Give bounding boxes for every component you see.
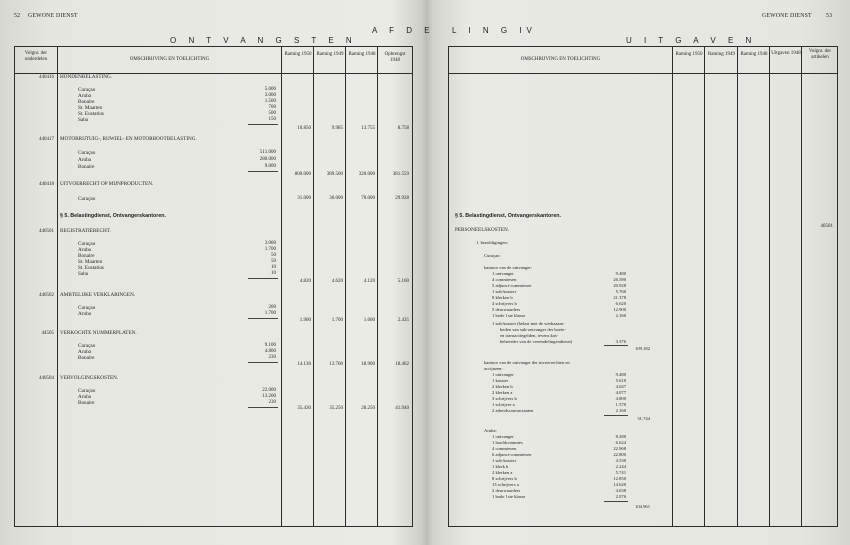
staff-value: 6.624 (615, 440, 626, 445)
total-1948: 13.755 (361, 126, 375, 131)
total-1948: 320.000 (358, 172, 375, 177)
item-name: Curaçao (78, 150, 96, 156)
item-value: 700 (268, 105, 276, 110)
item-value: 3.000 (264, 241, 276, 246)
staff-item: 4 schrijvers b (492, 301, 517, 306)
total-1949: 35.250 (329, 406, 343, 411)
aruba-label: Aruba: (484, 428, 497, 433)
left-paragraph-heading: § 5. Belastingdienst, Ontvangerskantoren. (60, 213, 166, 219)
staff-value: 12.900 (613, 307, 626, 312)
item-name: Bonaire (78, 355, 95, 361)
staff-item: 5 adjunct-commiesen (492, 283, 532, 288)
staff-item: 5 deurwaarders (492, 307, 521, 312)
col-volgnr-artikelen: Volgnr. der artikelen (808, 49, 832, 60)
kantoor-ontvanger-label: kantoor van de ontvanger: (484, 265, 533, 270)
total-1948: 70.000 (361, 196, 375, 201)
staff-item: 13 schrijvers a (492, 482, 519, 487)
item-name: Saba (78, 117, 89, 123)
staff-value: 4.047 (615, 384, 626, 389)
item-name: Bonaire (78, 400, 95, 406)
item-name: Curaçao (78, 388, 96, 394)
total-opbrengst: 5.160 (397, 279, 409, 284)
total-1950: 14.130 (297, 362, 311, 367)
staff-item: 1 klerk b (492, 464, 509, 469)
item-value: 50 (271, 253, 276, 258)
right-page-number: 53 (826, 13, 833, 19)
staff-value: 9.480 (615, 372, 626, 377)
col-raming-1948: Raming 1948 (740, 52, 768, 57)
total-1948: 28.250 (361, 406, 375, 411)
item-name: Bonaire (78, 99, 95, 105)
section-title: VERKOCHTE NUMMERPLATEN. (60, 330, 137, 336)
staff-value: 26.580 (613, 277, 626, 282)
item-name: Aruba (78, 394, 91, 400)
item-value: 500 (268, 111, 276, 116)
total-opbrengst: 41.940 (395, 406, 409, 411)
staff-item: 1 bode 1ste klasse (492, 494, 526, 499)
left-header-afde: A F D E (372, 26, 435, 35)
item-name: Aruba (78, 311, 91, 317)
item-value: 9.100 (264, 343, 276, 348)
note-line: 1 sub-kassier (belast met de werkzaam- (492, 321, 565, 326)
total-1948: 1.600 (363, 318, 375, 323)
item-name: Aruba (78, 157, 91, 163)
item-name: Bonaire (78, 164, 95, 170)
uitgaven-title: U I T G A V E N (626, 36, 757, 45)
col-omschrijving: OMSCHRIJVING EN TOELICHTING (129, 57, 210, 62)
staff-item: 1 ontvanger (492, 271, 514, 276)
total-1949: 9.985 (331, 126, 343, 131)
total-1949: 13.700 (329, 362, 343, 367)
staff-value: 2.160 (615, 313, 626, 318)
left-table (14, 46, 413, 527)
section-title: VERVOLGINGSKOSTEN. (60, 375, 119, 381)
item-value: 511.000 (259, 150, 276, 155)
item-value: 1.500 (264, 99, 276, 104)
total-1949: 4.620 (331, 279, 343, 284)
staff-value: 3.376 (615, 339, 626, 344)
staff-value: 2.076 (615, 494, 626, 499)
item-name: Curaçao (78, 241, 96, 247)
total-1950: 10.850 (297, 126, 311, 131)
total-1950: 800.000 (294, 172, 311, 177)
staff-value: 22.800 (613, 452, 626, 457)
staff-item: 8 klerken b (492, 295, 513, 300)
staff-item: 4 commiesen (492, 277, 517, 282)
total-opbrengst: 8.758 (397, 126, 409, 131)
staff-value: 4.638 (615, 488, 626, 493)
personeelskosten-title: PERSONEELSKOSTEN. (455, 227, 510, 233)
col-raming-1949: Raming 1949 (316, 52, 344, 57)
total-opbrengst: 18.462 (395, 362, 409, 367)
staff-value: 4.077 (615, 390, 626, 395)
kantoor-total: 109.182 (635, 346, 650, 351)
item-name: St. Maarten (78, 259, 103, 265)
ontvangsten-title: O N T V A N G S T E N (170, 36, 357, 45)
staff-value: 6.620 (615, 301, 626, 306)
total-1949: 30.000 (329, 196, 343, 201)
note-line: heden van sub-ontvanger der boete- (500, 327, 566, 332)
staff-value: 9.480 (615, 271, 626, 276)
item-name: Bonaire (78, 253, 95, 259)
staff-value: 12.850 (613, 476, 626, 481)
total-1950: 35.430 (297, 406, 311, 411)
col-omschrijving: OMSCHRIJVING EN TOELICHTING (520, 57, 601, 62)
total-opbrengst: 381.559 (392, 172, 409, 177)
total-1949: 389.500 (326, 172, 343, 177)
total-opbrengst: 2.435 (397, 318, 409, 323)
total-1948: 4.120 (363, 279, 375, 284)
section-code: 440416 (39, 75, 54, 80)
item-value: 230 (268, 355, 276, 360)
item-value: 4.800 (264, 349, 276, 354)
staff-item: 3 schrijvers b (492, 396, 517, 401)
staff-item: 1 ontvanger (492, 372, 514, 377)
section-code: 440501 (39, 229, 54, 234)
staff-item: 2 deurwaarders (492, 488, 521, 493)
staff-item: 1 ontvanger (492, 434, 514, 439)
staff-value: 1.570 (615, 402, 626, 407)
staff-value: 8.280 (615, 434, 626, 439)
total-1950: 4.820 (299, 279, 311, 284)
section-code: 440417 (39, 137, 54, 142)
col-raming-1950: Raming 1950 (675, 52, 703, 57)
item-value: 3.000 (264, 93, 276, 98)
note-line: beheerder van de vreemdelingendienst) (500, 339, 573, 344)
staff-value: 20.928 (613, 283, 626, 288)
bezoldigingen-label: 1. bezoldigingen: (476, 240, 508, 245)
staff-item: 1 sub-kassier (492, 289, 517, 294)
staff-value: 5.610 (615, 378, 626, 383)
staff-value: 5.741 (615, 470, 626, 475)
col-raming-1950: Raming 1950 (284, 52, 312, 57)
section-code: 44505 (41, 331, 54, 336)
right-header-ling: L I N G IV (452, 26, 537, 35)
item-name: Curaçao (78, 196, 96, 202)
col-opbrengst-1948: Opbrengst 1948 (384, 52, 406, 63)
total-1950: 1.900 (299, 318, 311, 323)
right-header-title: GEWONE DIENST (762, 13, 812, 19)
article-code: 40501 (820, 224, 833, 229)
staff-item: 1 sub-kassier (492, 458, 517, 463)
section-title: AMBTELIJKE VERKLARINGEN. (60, 292, 136, 298)
col-volgnr: Volgnr. der onderdelen (24, 51, 48, 62)
staff-value: 22.968 (613, 446, 626, 451)
col-uitgaven-1948: Uitgaven 1948 (771, 51, 801, 56)
col-raming-1948: Raming 1948 (348, 52, 376, 57)
staff-item: 2 arbeidscontractanten (492, 408, 534, 413)
item-value: 10 (271, 265, 276, 270)
item-name: St. Eustatius (78, 111, 104, 117)
staff-item: 1 hoofdcommies (492, 440, 523, 445)
section-code: 440504 (39, 376, 54, 381)
staff-item: 1 schrijver a (492, 402, 515, 407)
left-header-title: GEWONE DIENST (28, 13, 78, 19)
item-value: 200 (268, 305, 276, 310)
item-name: Curaçao (78, 305, 96, 311)
item-name: Aruba (78, 93, 91, 99)
total-opbrengst: 29.928 (395, 196, 409, 201)
total-1948: 18.900 (361, 362, 375, 367)
total-1950: 31.000 (297, 196, 311, 201)
staff-item: 1 kassier (492, 378, 509, 383)
staff-value: 14.620 (613, 482, 626, 487)
section-code: 440502 (39, 293, 54, 298)
section-title: MOTORRIJTUIG-, RIJWIEL- EN MOTORBOOTBELASTING. (60, 136, 197, 142)
item-name: Aruba (78, 349, 91, 355)
invoer-label: kantoor van de ontvanger der invoerrechten en (484, 360, 570, 365)
section-code: 440418 (39, 182, 54, 187)
item-value: 1.700 (264, 311, 276, 316)
staff-item: 6 adjunct-commiesen (492, 452, 532, 457)
staff-value: 2.160 (615, 408, 626, 413)
total-1949: 1.700 (331, 318, 343, 323)
item-value: 1.700 (264, 247, 276, 252)
item-value: 13.200 (262, 394, 276, 399)
note-line: en transactiegelden, tevens kas- (500, 333, 559, 338)
curacao-label: Curaçao: (484, 253, 501, 258)
item-value: 280.000 (259, 157, 276, 162)
item-name: Saba (78, 271, 89, 277)
staff-item: 8 schrijvers b (492, 476, 517, 481)
section-title: HONDENBELASTING. (60, 74, 113, 80)
item-name: Curaçao (78, 87, 96, 93)
item-name: Aruba (78, 247, 91, 253)
right-paragraph-heading: § 5. Belastingdienst, Ontvangerskantoren. (455, 213, 561, 219)
item-value: 22.000 (262, 388, 276, 393)
staff-item: 2 klerken a (492, 390, 513, 395)
item-value: 150 (268, 117, 276, 122)
item-value: 9.000 (264, 164, 276, 169)
col-raming-1949: Raming 1949 (707, 52, 736, 57)
staff-item: 2 klerken a (492, 470, 513, 475)
staff-item: 1 bode 1ste klasse (492, 313, 526, 318)
aruba-total: 104.961 (635, 504, 650, 509)
item-value: 230 (268, 400, 276, 405)
invoer-label: accijnzen: (484, 366, 503, 371)
staff-value: 21.378 (613, 295, 626, 300)
section-title: REGISTRATIERECHT. (60, 228, 111, 234)
item-name: Curaçao (78, 343, 96, 349)
staff-value: 4.530 (615, 458, 626, 463)
staff-value: 4.800 (615, 396, 626, 401)
staff-item: 2 klerken b (492, 384, 513, 389)
invoer-total: 31.744 (637, 416, 650, 421)
item-value: 10 (271, 271, 276, 276)
item-value: 5.000 (264, 87, 276, 92)
left-page-number: 52 (14, 13, 21, 19)
item-value: 50 (271, 259, 276, 264)
section-title: UITVOERRECHT OP MIJNPRODUCTEN. (60, 181, 154, 187)
item-name: St. Eustatius (78, 265, 104, 271)
staff-value: 5.760 (615, 289, 626, 294)
staff-value: 2.244 (615, 464, 626, 469)
item-name: St. Maarten (78, 105, 103, 111)
staff-item: 4 commiesen (492, 446, 517, 451)
